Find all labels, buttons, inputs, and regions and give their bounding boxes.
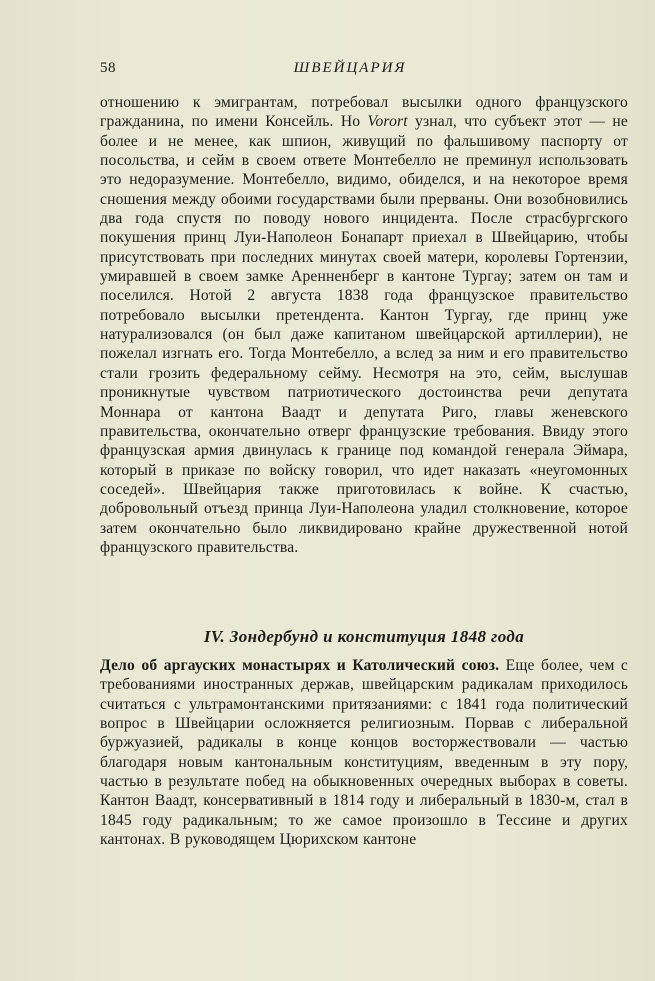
paragraph-2-body: Еще более, чем с требованиями иностранных держав, швейцарским радикалам приходилось считаться с ультрамонтанскими притязаниями: с 1841 года политический вопрос в Швейцарии осложняется религиозным. Порвав с либеральной буржуазией, радикалы в конце концов восторжествовали — частью благодаря новым кантональным конституциям, введенным в эту пору, частью в результате побед на обыкновенных очередных выборах в советы. Кантон Ваадт, консервативный в 1814 году и либеральный в 1830-м, стал в 1845 году радикальным; то же самое произошло в Тессине и других кантонах. В руководящем Цюрихском кантоне [100,657,628,849]
running-title: ШВЕЙЦАРИЯ [293,60,407,76]
page-header [100,60,600,84]
paragraph-1-text-b: узнал, что субъект этот — не более и не менее, как шпион, живущий по фальшивому паспорту от посольства, и сейм в своем ответе Монтебелло не преминул использовать это недоразумение. Монтебелло, видимо, обиделся, и на некоторое время сношения между обоими государствами были прерваны. Они возобновились два года спустя по поводу нового инцидента. После страсбургского покушения принц Луи-Наполеон Бонапарт приехал в Швейцарию, чтобы присутствовать при последних минутах своей матери, королевы Гортензии, умиравшей в своем замке Аренненберг в кантоне Тургау; затем он там и поселился. Нотой 2 августа 1838 года французское правительство потребовало высылки претендента. Кантон Тургау, где принц уже натурализовался (он был даже капитаном швейцарской артиллерии), не пожелал изгнать его. Тогда Монтебелло, а вслед за ним и его правительство стали грозить федеральному сейму. Несмотря на это, сейм, выслушав проникнутые чувством патриотического достоинства речи депутата Моннара от кантона Ваадт и депутата Риго, главы женевского правительства, окончательно отверг французские требования. Ввиду этого французская армия двинулась к границе под командой генерала Эймара, который в приказе по войску говорил, что идет наказать «неугомонных соседей». Швейцария также приготовилась к войне. К счастью, добровольный отъезд принца Луи-Наполеона уладил столкновение, которое затем окончательно было ликвидировано крайне дружественной нотой французского правительства. [100,113,628,556]
paragraph-2-lead: Дело об аргауских монастырях и Католический союз. [100,657,500,674]
page-number: 58 [100,60,116,76]
vorort-term: Vorort [367,113,408,131]
section-title: IV. Зондербунд и конституция 1848 года [203,627,525,646]
paragraph-1-text-a: отношению к эмигрантам, потребовал высылки одного французского гражданина, по имени Консейль. Но [100,94,628,131]
paragraph-1 [100,93,628,557]
paragraph-2 [100,656,628,849]
